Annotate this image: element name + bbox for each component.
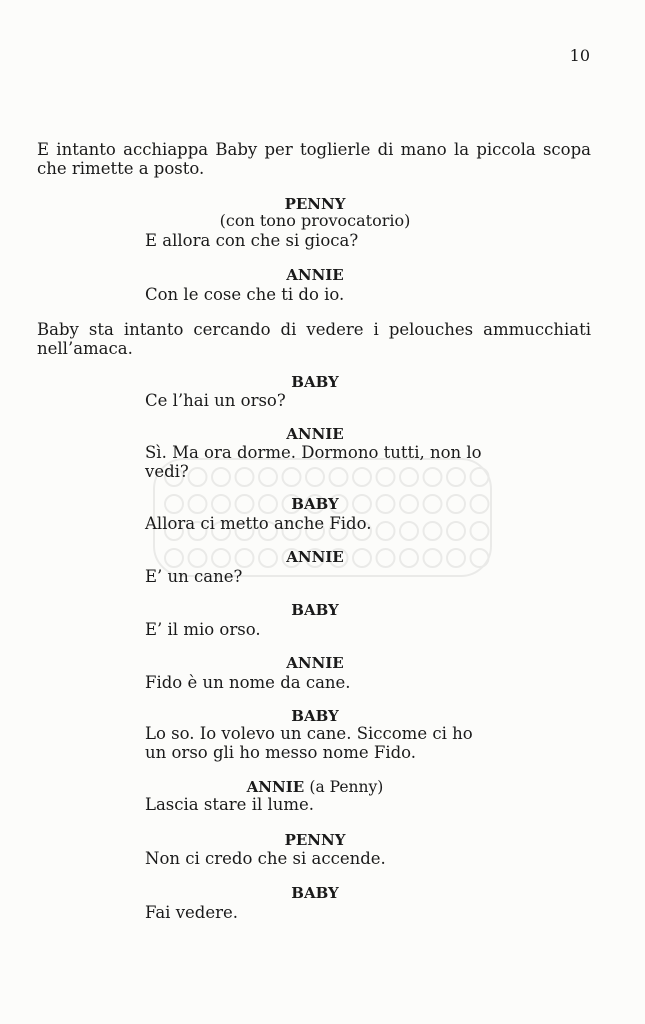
dialogue-line: Con le cose che ti do io. [145,285,345,304]
character-name-with-aside [145,778,485,796]
character-name: BABY [291,707,339,725]
dialogue-line: E’ un cane? [145,567,243,586]
page-number: 10 [569,46,590,65]
character-name: ANNIE [286,266,344,284]
character-name: ANNIE [286,425,344,443]
parenthetical: (con tono provocatorio) [219,211,411,230]
character-name: PENNY [284,195,346,213]
character-name: BABY [291,601,339,619]
dialogue-line: Sì. Ma ora dorme. Dormono tutti, non lo vedi? [145,443,482,481]
parenthetical-aside: (a Penny) [309,778,384,796]
dialogue-line: Fai vedere. [145,903,238,922]
dialogue-line: E allora con che si gioca? [145,231,359,250]
dialogue-line: E’ il mio orso. [145,620,261,639]
stage-direction: Baby sta intanto cercando di vedere i pelouches ammucchiati nell’amaca. [37,320,591,358]
dialogue-line: Allora ci metto anche Fido. [145,514,372,533]
character-name: ANNIE [286,548,344,566]
dialogue-line: Lo so. Io volevo un cane. Siccome ci ho un orso gli ho messo nome Fido. [145,724,473,762]
character-name: ANNIE [286,654,344,672]
stage-direction: E intanto acchiappa Baby per toglierle di mano la piccola scopa che rimette a posto. [37,140,591,178]
character-name: ANNIE [246,778,305,796]
dialogue-line: Non ci credo che si accende. [145,849,386,868]
character-name: PENNY [284,831,346,849]
character-name: BABY [291,495,339,513]
dialogue-line: Lascia stare il lume. [145,795,315,814]
character-name: BABY [291,373,339,391]
dialogue-line: Ce l’hai un orso? [145,391,286,410]
dialogue-line: Fido è un nome da cane. [145,673,351,692]
character-name: BABY [291,884,339,902]
